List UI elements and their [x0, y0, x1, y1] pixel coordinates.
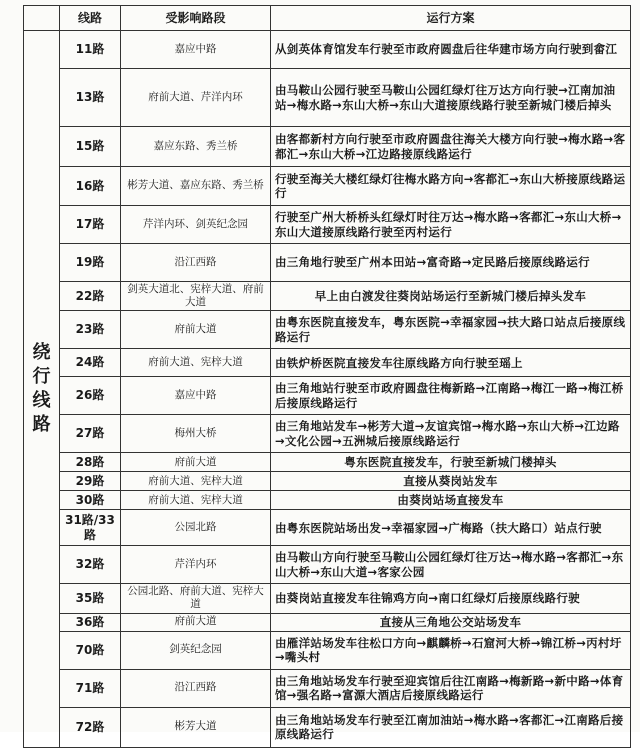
table-row [24, 707, 631, 747]
route-number: 72路 [60, 707, 121, 747]
affected-section: 府前大道、宪梓大道 [121, 472, 271, 491]
operation-plan: 早上由白渡发往葵岗站场运行至新城门楼后掉头发车 [271, 282, 631, 311]
route-number: 31路/33路 [60, 510, 121, 546]
operation-plan: 直接从葵岗站发车 [271, 472, 631, 491]
table-row [24, 167, 631, 206]
affected-section: 剑英大道北、宪梓大道、府前大道 [121, 282, 271, 311]
table-row [24, 510, 631, 546]
affected-section: 府前大道、芹洋内环 [121, 69, 271, 127]
table-row [24, 282, 631, 311]
table-body [24, 31, 631, 748]
operation-plan: 由粤东医院站场出发→幸福家园→广梅路（扶大路口）站点行驶 [271, 510, 631, 546]
table-row [24, 453, 631, 472]
route-number: 15路 [60, 127, 121, 167]
table-row [24, 472, 631, 491]
route-number: 71路 [60, 669, 121, 707]
header-plan: 运行方案 [271, 6, 631, 31]
affected-section: 芹洋内环 [121, 546, 271, 584]
operation-plan: 由粤东医院直接发车，粤东医院→幸福家园→扶大路口站点后接原线路运行 [271, 311, 631, 349]
table-row [24, 491, 631, 510]
affected-section: 嘉应中路 [121, 377, 271, 415]
affected-section: 梅州大桥 [121, 415, 271, 453]
affected-section: 彬芳大道、嘉应东路、秀兰桥 [121, 167, 271, 206]
table-row [24, 311, 631, 349]
operation-plan: 由马鞍山公园行驶至马鞍山公园红绿灯往万达方向行驶→江南加油站→梅水路→东山大桥→东山大道接原线路行驶至新城门楼后掉头 [271, 69, 631, 127]
operation-plan: 由三角地行驶至广州本田站→富奇路→定民路后接原线路运行 [271, 244, 631, 282]
operation-plan: 从剑英体育馆发车行驶至市政府圆盘后往华建市场方向行驶到畲江 [271, 31, 631, 69]
category-label: 绕行线路 [32, 341, 51, 435]
operation-plan: 行驶至海关大楼红绿灯往梅水路方向→客都汇→东山大桥接原线路运行 [271, 167, 631, 206]
table-row [24, 584, 631, 613]
affected-section: 公园北路、府前大道、宪梓大道 [121, 584, 271, 613]
table-row [24, 415, 631, 453]
affected-section: 彬芳大道 [121, 707, 271, 747]
operation-plan: 由三角地站场发车行驶至迎宾馆后往江南路→梅新路→新中路→体育馆→强名路→富源大酒店后接原线路运行 [271, 669, 631, 707]
affected-section: 嘉应东路、秀兰桥 [121, 127, 271, 167]
table-row [24, 377, 631, 415]
operation-plan: 行驶至广州大桥桥头红绿灯时往万达→梅水路→客都汇→东山大桥→东山大道接原线路行驶至丙村运行 [271, 206, 631, 244]
table-row [24, 244, 631, 282]
operation-plan: 由葵岗站直接发车往锦鸡方向→南口红绿灯后接原线路行驶 [271, 584, 631, 613]
operation-plan: 直接从三角地公交站场发车 [271, 613, 631, 631]
route-number: 17路 [60, 206, 121, 244]
route-number: 29路 [60, 472, 121, 491]
table-row [24, 546, 631, 584]
table-row [24, 631, 631, 669]
route-number: 24路 [60, 349, 121, 377]
header-route: 线路 [60, 6, 121, 31]
table-row [24, 69, 631, 127]
route-number: 16路 [60, 167, 121, 206]
affected-section: 剑英纪念园 [121, 631, 271, 669]
category-cell [24, 31, 60, 748]
route-number: 32路 [60, 546, 121, 584]
route-number: 26路 [60, 377, 121, 415]
route-number: 28路 [60, 453, 121, 472]
table-row [24, 349, 631, 377]
route-number: 30路 [60, 491, 121, 510]
route-number: 22路 [60, 282, 121, 311]
affected-section: 府前大道 [121, 613, 271, 631]
operation-plan: 由雁洋站场发车往松口方向→麒麟桥→石窟河大桥→锦江桥→丙村圩→嘴头村 [271, 631, 631, 669]
operation-plan: 由三角地站场发车行驶至江南加油站→梅水路→客都汇→江南路后接原线路运行 [271, 707, 631, 747]
route-number: 11路 [60, 31, 121, 69]
operation-plan: 由铁炉桥医院直接发车往原线路方向行驶至瑶上 [271, 349, 631, 377]
operation-plan: 粤东医院直接发车，行驶至新城门楼掉头 [271, 453, 631, 472]
route-number: 27路 [60, 415, 121, 453]
route-number: 36路 [60, 613, 121, 631]
affected-section: 府前大道、宪梓大道 [121, 491, 271, 510]
operation-plan: 由三角地站发车→彬芳大道→友谊宾馆→梅水路→东山大桥→江边路→文化公园→五洲城后接原线路运行 [271, 415, 631, 453]
table-row [24, 206, 631, 244]
header-category [24, 6, 60, 31]
operation-plan: 由客都新村方向行驶至市政府圆盘往海关大楼方向行驶→梅水路→客都汇→东山大桥→江边路接原线路运行 [271, 127, 631, 167]
route-number: 13路 [60, 69, 121, 127]
route-number: 35路 [60, 584, 121, 613]
affected-section: 芹洋内环、剑英纪念园 [121, 206, 271, 244]
affected-section: 嘉应中路 [121, 31, 271, 69]
reroute-table [23, 5, 631, 748]
route-number: 23路 [60, 311, 121, 349]
operation-plan: 由马鞍山方向行驶至马鞍山公园红绿灯往万达→梅水路→客都汇→东山大桥→东山大道→客家公园 [271, 546, 631, 584]
affected-section: 府前大道 [121, 453, 271, 472]
header-section: 受影响路段 [121, 6, 271, 31]
table-row [24, 127, 631, 167]
table-row [24, 669, 631, 707]
table-header-row [24, 6, 631, 31]
affected-section: 公园北路 [121, 510, 271, 546]
route-number: 19路 [60, 244, 121, 282]
table-row [24, 613, 631, 631]
affected-section: 府前大道 [121, 311, 271, 349]
operation-plan: 由葵岗站场直接发车 [271, 491, 631, 510]
table-row [24, 31, 631, 69]
affected-section: 沿江西路 [121, 669, 271, 707]
affected-section: 沿江西路 [121, 244, 271, 282]
route-number: 70路 [60, 631, 121, 669]
affected-section: 府前大道、宪梓大道 [121, 349, 271, 377]
operation-plan: 由三角地站行驶至市政府圆盘往梅新路→江南路→梅江一路→梅江桥后接原线路运行 [271, 377, 631, 415]
